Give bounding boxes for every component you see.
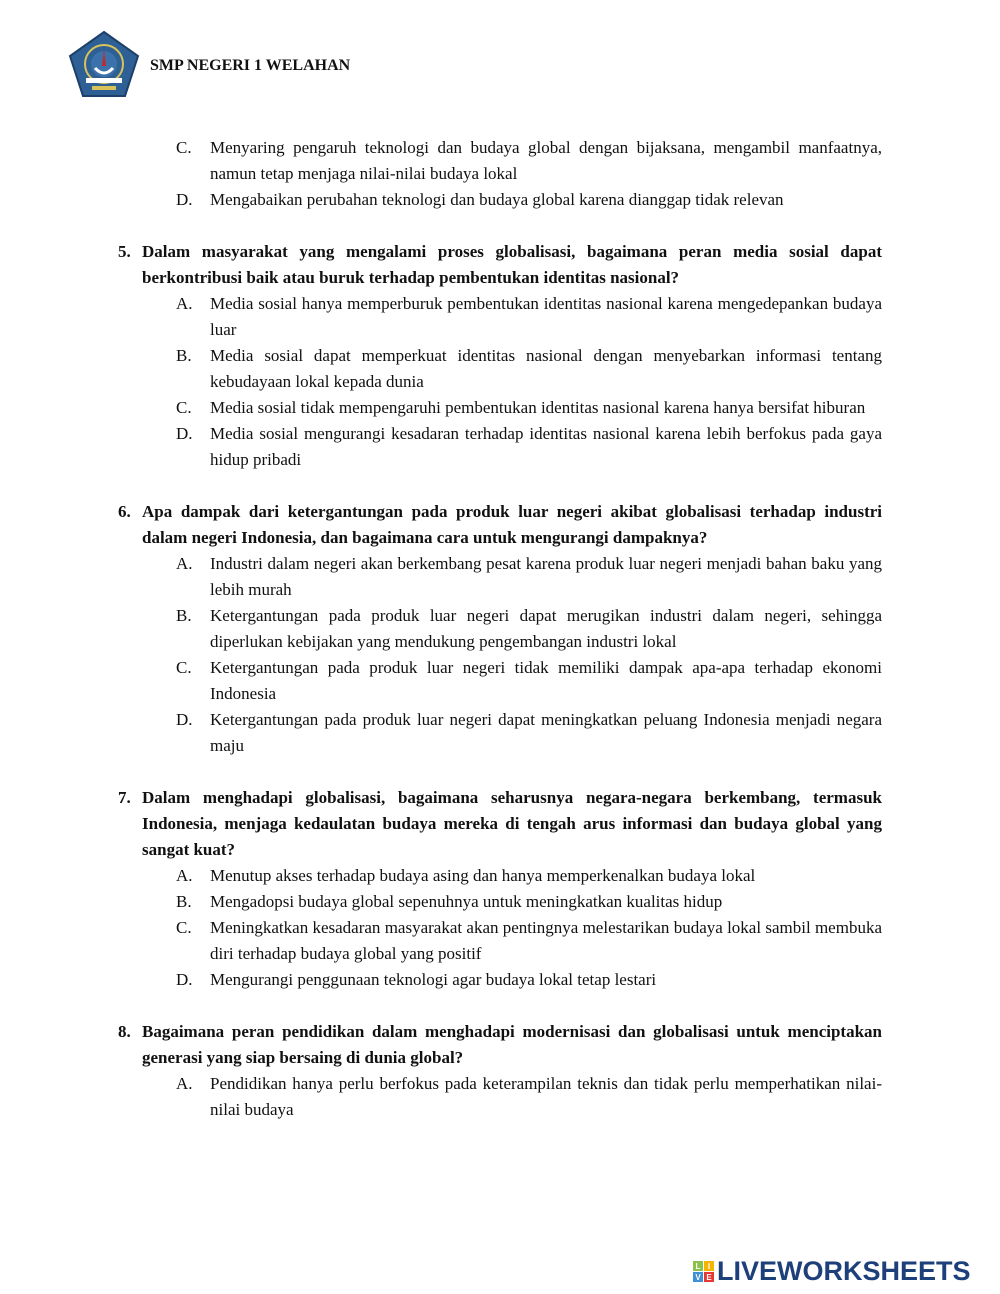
answer-option — [176, 551, 882, 603]
question-text: Bagaimana peran pendidikan dalam menghadapi modernisasi dan globalisasi untuk menciptakan generasi yang siap bersaing di dunia global? — [142, 1022, 882, 1067]
question-block — [118, 785, 882, 993]
option-letter: C. — [176, 658, 192, 677]
question-block — [118, 239, 882, 473]
page-header — [68, 30, 350, 98]
option-text: Media sosial mengurangi kesadaran terhadap identitas nasional karena lebih berfokus pada gaya hidup pribadi — [210, 424, 882, 469]
answer-option — [176, 603, 882, 655]
option-text: Media sosial hanya memperburuk pembentukan identitas nasional karena mengedepankan budaya luar — [210, 294, 882, 339]
option-letter: C. — [176, 138, 192, 157]
answer-option — [176, 395, 882, 421]
question-number: 8. — [118, 1022, 131, 1041]
question-block — [118, 499, 882, 759]
option-letter: D. — [176, 710, 193, 729]
question-block — [118, 1019, 882, 1123]
answer-option — [176, 655, 882, 707]
option-letter: B. — [176, 606, 192, 625]
question-row — [118, 239, 882, 291]
question-text: Dalam masyarakat yang mengalami proses globalisasi, bagaimana peran media sosial dapat berkontribusi baik atau buruk terhadap pembentukan identitas nasional? — [142, 242, 882, 287]
brand-name: LIVEWORKSHEETS — [717, 1256, 971, 1286]
school-name: SMP NEGERI 1 WELAHAN — [150, 57, 351, 74]
option-text: Pendidikan hanya perlu berfokus pada keterampilan teknis dan tidak perlu memperhatikan nilai-nilai budaya — [210, 1074, 882, 1119]
badge-letter: V — [693, 1272, 703, 1282]
option-letter: A. — [176, 866, 193, 885]
option-text: Mengurangi penggunaan teknologi agar budaya lokal tetap lestari — [210, 970, 657, 989]
badge-letter: I — [704, 1261, 714, 1271]
option-text: Mengadopsi budaya global sepenuhnya untuk meningkatkan kualitas hidup — [210, 892, 723, 911]
option-letter: C. — [176, 398, 192, 417]
badge-letter: L — [693, 1261, 703, 1271]
answer-option — [176, 291, 882, 343]
option-text: Industri dalam negeri akan berkembang pesat karena produk luar negeri menjadi bahan baku yang lebih murah — [210, 554, 882, 599]
option-letter: A. — [176, 294, 193, 313]
live-badge-icon — [693, 1261, 714, 1282]
answer-option — [176, 187, 882, 213]
option-letter: C. — [176, 918, 192, 937]
question-number: 5. — [118, 242, 131, 261]
option-text: Menutup akses terhadap budaya asing dan hanya memperkenalkan budaya lokal — [210, 866, 756, 885]
option-text: Mengabaikan perubahan teknologi dan budaya global karena dianggap tidak relevan — [210, 190, 784, 209]
worksheet-content — [118, 135, 882, 1149]
question-number: 6. — [118, 502, 131, 521]
answer-option — [176, 707, 882, 759]
answer-option — [176, 1071, 882, 1123]
badge-letter: E — [704, 1272, 714, 1282]
answer-option — [176, 915, 882, 967]
option-text: Ketergantungan pada produk luar negeri tidak memiliki dampak apa-apa terhadap ekonomi Indonesia — [210, 658, 882, 703]
option-text: Menyaring pengaruh teknologi dan budaya global dengan bijaksana, mengambil manfaatnya, namun tetap menjaga nilai-nilai budaya lokal — [210, 138, 882, 183]
option-text: Ketergantungan pada produk luar negeri dapat meningkatkan peluang Indonesia menjadi negara maju — [210, 710, 882, 755]
question-text: Dalam menghadapi globalisasi, bagaimana seharusnya negara-negara berkembang, termasuk Indonesia, menjaga kedaulatan budaya mereka di tengah arus informasi dan budaya global yang sangat kuat? — [142, 788, 882, 859]
answer-option — [176, 967, 882, 993]
answer-option — [176, 889, 882, 915]
continued-options — [118, 135, 882, 213]
school-logo-icon — [68, 30, 140, 98]
option-letter: B. — [176, 892, 192, 911]
answer-option — [176, 421, 882, 473]
option-text: Ketergantungan pada produk luar negeri dapat merugikan industri dalam negeri, sehingga diperlukan kebijakan yang mendukung pengembangan industri lokal — [210, 606, 882, 651]
option-text: Media sosial tidak mempengaruhi pembentukan identitas nasional karena hanya bersifat hiburan — [210, 398, 866, 417]
option-letter: A. — [176, 1074, 193, 1093]
question-row — [118, 499, 882, 551]
question-number: 7. — [118, 788, 131, 807]
option-letter: B. — [176, 346, 192, 365]
question-row — [118, 1019, 882, 1071]
option-text: Media sosial dapat memperkuat identitas nasional dengan menyebarkan informasi tentang kebudayaan lokal kepada dunia — [210, 346, 882, 391]
answer-option — [176, 863, 882, 889]
liveworksheets-logo — [693, 1256, 971, 1287]
option-letter: D. — [176, 190, 193, 209]
answer-option — [176, 135, 882, 187]
option-letter: A. — [176, 554, 193, 573]
option-letter: D. — [176, 424, 193, 443]
question-row — [118, 785, 882, 863]
answer-option — [176, 343, 882, 395]
question-text: Apa dampak dari ketergantungan pada produk luar negeri akibat globalisasi terhadap industri dalam negeri Indonesia, dan bagaimana cara untuk mengurangi dampaknya? — [142, 502, 882, 547]
option-text: Meningkatkan kesadaran masyarakat akan pentingnya melestarikan budaya lokal sambil membuka diri terhadap budaya global yang positif — [210, 918, 882, 963]
option-letter: D. — [176, 970, 193, 989]
